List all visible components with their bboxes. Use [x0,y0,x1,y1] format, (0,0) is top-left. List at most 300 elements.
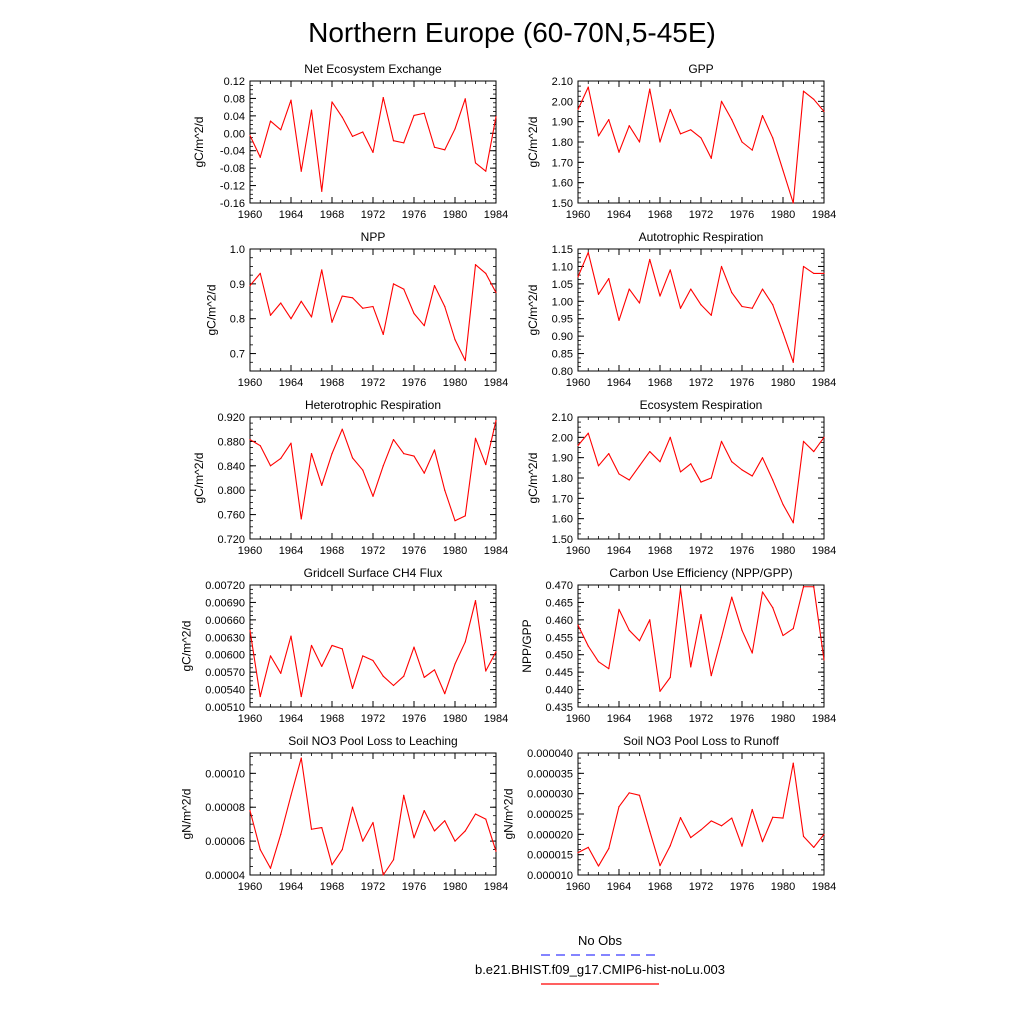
data-point [608,119,609,120]
data-point [813,451,814,452]
y-tick-label: 0.760 [217,509,245,522]
data-point [249,285,250,286]
series-line [578,763,824,866]
data-point [762,457,763,458]
data-point [588,645,589,646]
x-tick-label: 1964 [606,545,632,557]
x-tick-label: 1976 [401,545,427,557]
x-tick-label: 1976 [729,209,755,221]
x-tick-label: 1964 [606,713,632,725]
x-tick-label: 1968 [319,377,345,389]
series-line [250,601,496,697]
data-point [475,813,476,814]
legend [475,933,725,984]
y-axis-label: gC/m^2/d [526,116,541,168]
data-point [618,806,619,807]
x-tick-label: 1980 [442,713,468,725]
y-tick-label: 0.85 [551,348,573,361]
chart-panel-6 [180,566,509,725]
x-tick-label: 1984 [483,881,509,893]
data-point [249,810,250,811]
y-tick-label: 0.04 [223,110,245,123]
y-tick-label: 0.465 [545,597,573,610]
data-point [495,851,496,852]
data-point [321,191,322,192]
x-tick-label: 1980 [770,545,796,557]
data-point [731,461,732,462]
data-point [741,846,742,847]
data-point [362,308,363,309]
y-tick-label: 0.00 [223,128,245,141]
data-point [598,465,599,466]
data-point [485,171,486,172]
data-point [270,655,271,656]
y-tick-label: 0.000035 [527,768,573,781]
x-tick-label: 1980 [770,209,796,221]
data-point [680,308,681,309]
legend-label-run: b.e21.BHIST.f09_g17.CMIP6-hist-noLu.003 [474,962,726,977]
y-tick-label: 0.440 [545,684,573,697]
data-point [331,645,332,646]
data-point [249,630,250,631]
data-point [424,113,425,114]
data-point [803,586,804,587]
data-point [577,276,578,277]
data-point [465,98,466,99]
data-point [629,479,630,480]
data-point [321,666,322,667]
data-point [465,641,466,642]
data-point [782,504,783,505]
data-point [588,847,589,848]
data-point [424,325,425,326]
data-point [311,645,312,646]
data-point [260,849,261,850]
data-point [352,457,353,458]
data-point [352,688,353,689]
y-tick-label: 0.00720 [205,580,245,592]
data-point [290,100,291,101]
x-tick-label: 1976 [401,377,427,389]
data-point [721,441,722,442]
data-point [741,306,742,307]
data-point [700,304,701,305]
data-point [454,841,455,842]
data-point [342,849,343,850]
data-point [690,129,691,130]
data-point [444,306,445,307]
x-tick-label: 1960 [565,881,591,893]
y-tick-label: 0.000015 [527,849,573,862]
data-point [454,339,455,340]
data-point [598,294,599,295]
data-point [711,158,712,159]
data-point [629,125,630,126]
data-point [301,171,302,172]
data-point [383,676,384,677]
data-point [362,655,363,656]
x-tick-label: 1968 [319,881,345,893]
data-point [280,673,281,674]
data-point [301,696,302,697]
data-point [813,273,814,274]
data-point [444,820,445,821]
data-point [362,841,363,842]
data-point [782,635,783,636]
data-point [383,97,384,98]
y-tick-label: 0.7 [229,348,245,361]
series-line [578,587,824,692]
data-point [485,818,486,819]
data-point [629,288,630,289]
data-point [639,640,640,641]
data-point [731,292,732,293]
x-tick-label: 1964 [278,209,304,221]
data-point [393,859,394,860]
x-tick-label: 1964 [278,881,304,893]
x-tick-label: 1960 [565,713,591,725]
data-point [413,115,414,116]
data-point [454,663,455,664]
y-tick-label: -0.12 [219,180,245,193]
series-line [578,252,824,362]
y-tick-label: 0.435 [545,702,573,714]
chart-title: GPP [688,62,714,76]
x-tick-label: 1976 [401,209,427,221]
data-point [813,99,814,100]
y-tick-label: 0.9 [229,278,245,291]
data-point [249,439,250,440]
x-tick-label: 1984 [811,209,837,221]
y-tick-label: 2.10 [551,76,573,88]
x-tick-label: 1984 [811,881,837,893]
data-point [690,666,691,667]
data-point [362,469,363,470]
y-tick-label: 0.00690 [205,597,245,610]
x-tick-label: 1960 [565,545,591,557]
data-point [659,141,660,142]
data-point [793,763,794,764]
data-point [680,817,681,818]
y-axis-label: gC/m^2/d [192,116,206,168]
x-tick-label: 1972 [360,209,386,221]
data-point [690,288,691,289]
data-point [711,820,712,821]
panels [180,62,837,893]
data-point [649,259,650,260]
x-tick-label: 1968 [647,377,673,389]
y-tick-label: 0.460 [545,614,573,627]
y-tick-label: 0.12 [223,76,245,88]
data-point [372,152,373,153]
data-point [413,647,414,648]
data-point [270,868,271,869]
data-point [413,313,414,314]
data-point [352,807,353,808]
plot-frame [250,417,496,539]
x-tick-label: 1984 [483,209,509,221]
data-point [608,848,609,849]
y-tick-label: 0.00004 [205,870,245,882]
y-tick-label: 0.00006 [205,836,245,849]
x-tick-label: 1984 [811,713,837,725]
x-tick-label: 1960 [565,377,591,389]
data-point [752,308,753,309]
data-point [495,420,496,421]
data-point [424,473,425,474]
data-point [260,273,261,274]
data-point [721,101,722,102]
x-tick-label: 1972 [688,377,714,389]
data-point [772,607,773,608]
data-point [711,315,712,316]
x-tick-label: 1972 [360,545,386,557]
data-point [475,438,476,439]
plot-frame [578,585,824,707]
data-point [280,129,281,130]
chart-title: NPP [360,230,386,244]
data-point [659,461,660,462]
x-tick-label: 1964 [606,377,632,389]
y-tick-label: 0.08 [223,93,245,106]
data-point [301,757,302,758]
chart-title: Ecosystem Respiration [639,398,763,412]
data-point [465,830,466,831]
y-tick-label: 1.70 [551,157,573,170]
data-point [311,110,312,111]
data-point [762,288,763,289]
chart-panel-5 [526,398,836,557]
data-point [700,614,701,615]
x-tick-label: 1976 [729,377,755,389]
series-line [578,87,824,203]
data-point [290,318,291,319]
y-tick-label: 1.50 [551,534,573,546]
data-point [321,485,322,486]
data-point [649,830,650,831]
data-point [772,817,773,818]
data-point [608,278,609,279]
data-point [413,455,414,456]
plot-frame [578,753,824,875]
data-point [249,135,250,136]
data-point [629,630,630,631]
chart-title: Soil NO3 Pool Loss to Leaching [288,734,458,748]
data-point [762,115,763,116]
data-point [454,128,455,129]
data-point [772,137,773,138]
data-point [260,696,261,697]
data-point [434,830,435,831]
data-point [311,453,312,454]
chart-title: Autotrophic Respiration [638,230,764,244]
x-tick-label: 1984 [811,545,837,557]
y-tick-label: 0.90 [551,331,573,344]
x-tick-label: 1960 [237,209,263,221]
data-point [823,659,824,660]
chart-panel-4 [192,398,508,557]
data-point [700,481,701,482]
data-point [383,334,384,335]
x-tick-label: 1960 [237,377,263,389]
data-point [383,465,384,466]
data-point [670,845,671,846]
data-point [475,264,476,265]
data-point [577,445,578,446]
x-tick-label: 1972 [688,713,714,725]
data-point [752,652,753,653]
y-tick-label: 2.00 [551,432,573,445]
y-axis-label: gC/m^2/d [526,284,541,336]
data-point [270,120,271,121]
data-point [588,87,589,88]
data-point [352,297,353,298]
y-tick-label: 1.05 [551,278,573,291]
data-point [659,865,660,866]
plot-frame [250,585,496,707]
x-tick-label: 1972 [360,377,386,389]
data-point [393,283,394,284]
legend-label-obs: No Obs [577,933,623,948]
chart-panel-1 [526,62,836,221]
y-axis-label: gC/m^2/d [179,620,194,672]
data-point [782,817,783,818]
data-point [823,834,824,835]
data-point [577,624,578,625]
x-tick-label: 1960 [237,545,263,557]
data-point [680,471,681,472]
data-point [465,515,466,516]
data-point [393,140,394,141]
x-tick-label: 1980 [770,713,796,725]
chart-title: Gridcell Surface CH4 Flux [303,566,443,580]
data-point [680,588,681,589]
x-tick-label: 1976 [729,545,755,557]
data-point [495,292,496,293]
data-point [823,273,824,274]
page-title: Northern Europe (60-70N,5-45E) [308,17,716,48]
chart-panel-0 [192,62,508,221]
x-tick-label: 1984 [811,377,837,389]
data-point [670,437,671,438]
data-point [649,451,650,452]
y-tick-label: 1.60 [551,177,573,190]
data-point [772,304,773,305]
data-point [495,116,496,117]
data-point [741,630,742,631]
data-point [444,149,445,150]
y-axis-label: gC/m^2/d [526,452,541,504]
data-point [803,836,804,837]
y-tick-label: 0.00630 [205,632,245,645]
data-point [741,141,742,142]
data-point [321,827,322,828]
x-tick-label: 1984 [483,377,509,389]
data-point [618,609,619,610]
data-point [475,162,476,163]
y-axis-label: gC/m^2/d [192,452,206,504]
y-tick-label: 0.840 [217,460,245,473]
data-point [813,847,814,848]
y-tick-label: 0.450 [545,649,573,662]
data-point [793,362,794,363]
x-tick-label: 1972 [688,209,714,221]
data-point [741,469,742,470]
y-axis-label: gN/m^2/d [179,788,194,840]
series-line [578,433,824,522]
data-point [485,464,486,465]
data-point [803,266,804,267]
series-line [250,265,496,361]
data-point [618,473,619,474]
data-point [782,332,783,333]
data-point [731,119,732,120]
data-point [793,628,794,629]
plot-frame [578,417,824,539]
data-point [670,109,671,110]
data-point [465,360,466,361]
x-tick-label: 1960 [237,713,263,725]
plot-frame [250,753,496,875]
data-point [762,841,763,842]
y-tick-label: 0.00660 [205,614,245,627]
data-point [659,295,660,296]
data-point [260,445,261,446]
data-point [290,795,291,796]
data-point [342,429,343,430]
series-line [250,421,496,521]
y-tick-label: 2.00 [551,96,573,109]
y-tick-label: 0.00510 [205,702,245,714]
data-point [598,135,599,136]
data-point [577,109,578,110]
y-axis-label: gC/m^2/d [204,284,219,336]
data-point [403,142,404,143]
y-axis-label: gN/m^2/d [501,788,516,840]
data-point [331,101,332,102]
y-tick-label: -0.04 [219,145,245,158]
data-point [731,597,732,598]
data-point [403,795,404,796]
data-point [393,439,394,440]
data-point [772,479,773,480]
data-point [618,320,619,321]
chart-panel-7 [520,566,836,725]
x-tick-label: 1972 [360,713,386,725]
y-tick-label: 0.00540 [205,684,245,697]
data-point [372,660,373,661]
x-tick-label: 1964 [278,545,304,557]
x-tick-label: 1968 [647,209,673,221]
data-point [700,137,701,138]
data-point [813,586,814,587]
data-point [495,651,496,652]
x-tick-label: 1968 [647,545,673,557]
y-tick-label: 1.10 [551,261,573,274]
data-point [670,269,671,270]
x-tick-label: 1964 [278,377,304,389]
chart-panel-2 [204,230,508,389]
y-tick-label: 0.000020 [527,829,573,842]
data-point [752,475,753,476]
data-point [803,441,804,442]
data-point [424,677,425,678]
x-tick-label: 1984 [483,545,509,557]
x-tick-label: 1976 [401,881,427,893]
data-point [721,637,722,638]
chart-panel-3 [526,230,836,389]
y-tick-label: 1.80 [551,137,573,149]
